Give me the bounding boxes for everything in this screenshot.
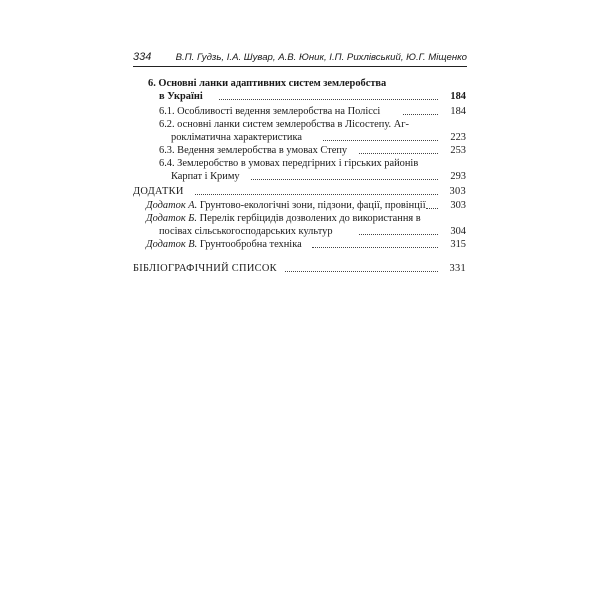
appendix-text: Перелік гербіцидів дозволених до використання в <box>199 213 421 224</box>
toc-item-6-2-cont: рокліматична характеристика 223 <box>171 132 466 143</box>
appendix-text: Грунтообробна техніка <box>199 239 302 250</box>
page-number: 334 <box>133 51 152 63</box>
toc-appendix-v <box>146 238 466 251</box>
toc-page: 315 <box>450 239 466 250</box>
toc-page: 184 <box>450 91 466 102</box>
dot-leader <box>219 99 438 100</box>
dot-leader <box>312 247 438 248</box>
toc-appendix-a <box>146 199 466 212</box>
dot-leader <box>359 153 438 154</box>
toc-page: 253 <box>450 145 466 156</box>
dot-leader <box>251 179 438 180</box>
appendix-label: Додаток В. <box>146 239 198 250</box>
toc-page: 223 <box>450 132 466 143</box>
appendix-label: Додаток Б. <box>146 213 198 224</box>
toc-page: 331 <box>449 263 466 274</box>
toc-chapter-6-title-cont: в Україні 184 <box>159 91 466 102</box>
toc-bibliography: БІБЛІОГРАФІЧНИЙ СПИСОК 331 <box>133 263 466 274</box>
toc-page: 184 <box>450 106 466 117</box>
toc-item-6-4: 6.4. Землеробство в умовах передгірних і гірських районів <box>159 158 419 169</box>
toc-appendices: ДОДАТКИ 303 <box>133 186 466 197</box>
toc-page: 304 <box>450 226 466 237</box>
header-authors: В.П. Гудзь, І.А. Шувар, А.В. Юник, І.П. Рихлівський, Ю.Г. Міщенко <box>175 52 467 63</box>
dot-leader <box>403 114 438 115</box>
appendix-text: Грунтово-екологічні зони, підзони, фації, провінції <box>199 200 426 211</box>
toc-chapter-6-title: 6. Основні ланки адаптивних систем землеробства <box>148 78 387 89</box>
appendix-label: Додаток А. <box>146 200 198 211</box>
toc-appendix-b <box>146 212 466 225</box>
dot-leader <box>426 208 438 209</box>
toc-item-6-1: 6.1. Особливості ведення землеробства на Поліссі 184 <box>159 106 466 117</box>
toc-item-6-4-cont: Карпат і Криму 293 <box>171 171 466 182</box>
toc-page: 293 <box>450 171 466 182</box>
toc-appendix-b-cont: посівах сільськогосподарських культур 304 <box>159 226 466 237</box>
toc-page: 303 <box>450 200 466 211</box>
toc-item-6-3: 6.3. Ведення землеробства в умовах Степу 253 <box>159 145 466 156</box>
running-header <box>133 50 467 67</box>
dot-leader <box>285 271 438 272</box>
toc-item-6-2: 6.2. основні ланки систем землеробства в Лісостепу. Аг- <box>159 119 409 130</box>
toc-page: 303 <box>449 186 466 197</box>
dot-leader <box>359 234 438 235</box>
dot-leader <box>195 194 438 195</box>
dot-leader <box>323 140 438 141</box>
